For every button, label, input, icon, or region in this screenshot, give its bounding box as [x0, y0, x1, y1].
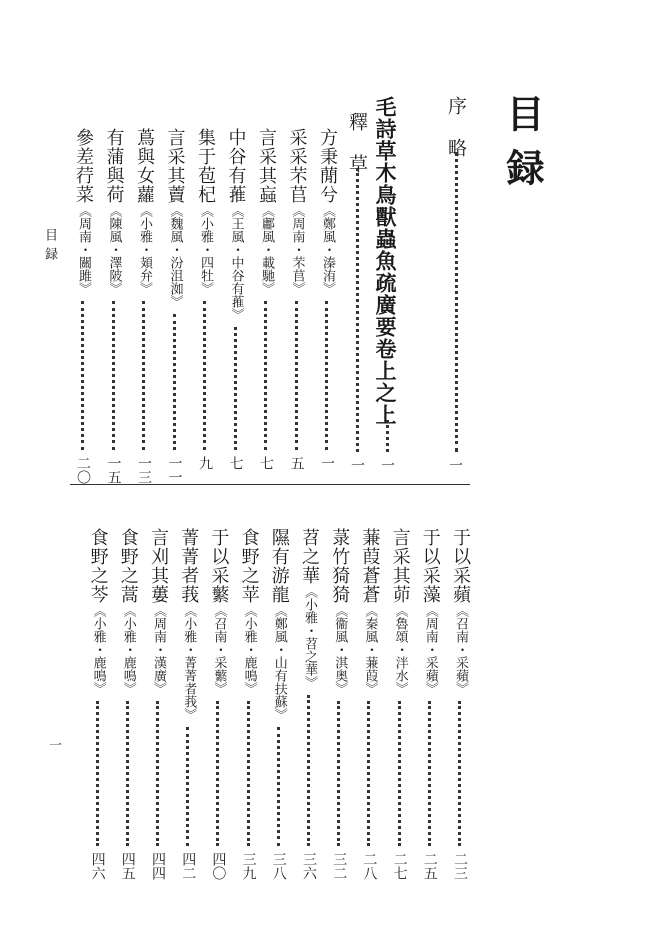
toc-entry-page: 四五 [119, 852, 136, 880]
toc-entry-leader [295, 301, 301, 450]
toc-entry-source: 《魏風・汾沮洳》 [167, 204, 183, 308]
toc-entry [288, 128, 306, 295]
toc-entry-source: 《小雅・苕之華》 [302, 585, 317, 689]
toc-entry-title: 有蒲與荷 [103, 128, 125, 204]
toc-entry [359, 528, 381, 695]
toc-entry-leader [428, 701, 434, 846]
toc-entry-page: 一一 [166, 456, 183, 484]
toc-entry-page: 四二 [180, 852, 197, 880]
toc-entry-source: 《小雅・鹿鳴》 [120, 604, 136, 695]
toc-entry-page: 三九 [240, 852, 257, 880]
toc-entry-source: 《周南・漢廣》 [151, 604, 166, 695]
section-leader [356, 168, 362, 452]
toc-entry-page: 三二 [331, 852, 348, 880]
toc-entry-title: 于以采藻 [419, 528, 441, 604]
toc-entry-page: 二三 [452, 852, 468, 880]
toc-entry-page: 四四 [150, 852, 166, 880]
toc-entry [257, 128, 275, 295]
margin-label: 目録 [42, 228, 57, 266]
toc-entry-leader [325, 301, 331, 450]
toc-entry-title: 蔦與女蘿 [134, 128, 155, 204]
toc-entry-title: 食野之蒿 [117, 528, 139, 604]
toc-entry-leader [156, 701, 162, 846]
preface-page: 一 [447, 458, 463, 472]
toc-entry-source: 《小雅・鹿鳴》 [90, 604, 106, 695]
toc-entry-source: 《召南・采蘋》 [453, 604, 468, 695]
toc-entry-leader [247, 701, 253, 846]
toc-entry-source: 《小雅・鹿鳴》 [241, 604, 257, 695]
toc-entry [227, 128, 245, 321]
toc-entry-source: 《魯頌・泮水》 [392, 604, 408, 695]
preface-leader [455, 152, 461, 452]
preface-label: 序 略 [445, 96, 467, 159]
toc-entry-page: 三六 [301, 852, 317, 880]
toc-entry [300, 528, 318, 689]
toc-entry-leader [173, 314, 179, 450]
toc-entry-title: 方秉蕑兮 [317, 128, 338, 204]
toc-entry-source: 《陳風・澤陂》 [106, 204, 122, 295]
toc-entry-source: 《秦風・蒹葭》 [362, 604, 378, 695]
toc-entry [149, 528, 167, 695]
toc-entry-page: 二五 [421, 852, 438, 880]
toc-entry [329, 528, 351, 695]
page-title: 目録 [500, 94, 545, 202]
toc-entry-page: 四六 [89, 852, 106, 880]
toc-entry [135, 128, 153, 295]
toc-entry-leader [142, 301, 148, 450]
book-leader [386, 420, 392, 452]
toc-entry-page: 一 [319, 456, 335, 470]
toc-entry-source: 《鄘風・載馳》 [259, 204, 274, 295]
toc-entry-source: 《周南・關雎》 [76, 204, 91, 295]
toc-entry-title: 言刈其蔞 [148, 528, 169, 604]
toc-entry [270, 528, 288, 721]
toc-entry-leader [126, 701, 132, 846]
toc-entry [196, 128, 214, 295]
toc-entry-page: 一五 [105, 456, 122, 484]
divider [70, 484, 470, 485]
toc-entry-source: 《周南・采蘋》 [422, 604, 438, 695]
toc-entry-source: 《衞風・淇奥》 [332, 604, 348, 695]
toc-entry-page: 二八 [361, 852, 378, 880]
toc-entry-page: 七 [258, 456, 274, 470]
toc-entry-title: 中谷有蓷 [225, 128, 247, 204]
toc-entry-title: 言采其藚 [164, 128, 186, 204]
book-page: 一 [379, 458, 395, 472]
toc-entry-leader [264, 301, 270, 450]
toc-entry-page: 一三 [136, 456, 152, 484]
toc-entry-leader [367, 701, 373, 846]
folio-number: 一 [46, 738, 61, 751]
toc-entry-title: 采采芣苢 [286, 128, 308, 204]
toc-entry [391, 528, 409, 695]
toc-entry [74, 128, 92, 295]
toc-entry-source: 《小雅・菁菁者莪》 [181, 604, 197, 721]
toc-entry-source: 《鄭風・山有扶蘇》 [271, 604, 287, 721]
toc-entry-title: 食野之芩 [87, 528, 109, 604]
toc-entry-leader [96, 701, 102, 846]
toc-entry-title: 于以采蘩 [208, 528, 230, 604]
toc-entry-title: 于以采蘋 [450, 528, 471, 604]
toc-entry-title: 參差荇菜 [73, 128, 94, 204]
toc-entry [318, 128, 336, 295]
section-label: 釋 草 [346, 112, 368, 175]
toc-entry-title: 言采其茆 [389, 528, 411, 604]
toc-entry-leader [203, 301, 209, 450]
toc-entry [105, 128, 123, 295]
toc-entry [451, 528, 469, 695]
toc-entry-page: 三八 [270, 852, 287, 880]
toc-entry-title: 食野之苹 [238, 528, 260, 604]
toc-entry-leader [337, 701, 343, 846]
toc-entry [119, 528, 137, 695]
toc-entry-source: 《小雅・頍弁》 [137, 204, 152, 295]
toc-entry-title: 苕之華 [299, 528, 320, 585]
toc-entry-page: 七 [227, 456, 244, 470]
toc-entry [89, 528, 107, 695]
toc-entry-leader [186, 727, 192, 846]
section-page: 一 [349, 458, 365, 472]
toc-entry-leader [81, 301, 87, 450]
toc-entry-leader [277, 727, 283, 846]
book-heading: 毛詩草木鳥獸蟲魚疏廣要卷上之上 [373, 96, 398, 426]
toc-entry-page: 二七 [391, 852, 408, 880]
toc-entry-title: 集于苞杞 [195, 128, 216, 204]
toc-entry-title: 菉竹猗猗 [329, 528, 351, 604]
toc-entry-page: 二〇 [75, 456, 91, 484]
toc-entry-leader [307, 695, 313, 846]
toc-entry-leader [112, 301, 118, 450]
toc-entry [178, 528, 200, 721]
toc-entry-title: 蒹葭蒼蒼 [359, 528, 381, 604]
toc-entry-source: 《鄭風・溱洧》 [320, 204, 335, 295]
toc-entry-source: 《小雅・四牡》 [198, 204, 213, 295]
toc-entry-page: 四〇 [210, 852, 227, 880]
toc-entry-page: 九 [197, 456, 213, 470]
toc-entry-source: 《召南・采蘩》 [211, 604, 227, 695]
toc-entry [208, 528, 230, 695]
toc-entry-leader [234, 327, 240, 450]
toc-entry [421, 528, 439, 695]
toc-entry [166, 128, 184, 308]
toc-entry-title: 隰有游龍 [268, 528, 290, 604]
toc-entry-source: 《王風・中谷有蓷》 [228, 204, 244, 321]
toc-entry-leader [398, 701, 404, 846]
toc-entry-title: 言采其蝱 [256, 128, 277, 204]
toc-entry-leader [216, 701, 222, 846]
toc-entry [240, 528, 258, 695]
toc-entry-source: 《周南・芣苢》 [289, 204, 305, 295]
toc-entry-leader [458, 701, 464, 846]
toc-entry-title: 菁菁者莪 [178, 528, 200, 604]
toc-entry-page: 五 [288, 456, 305, 470]
